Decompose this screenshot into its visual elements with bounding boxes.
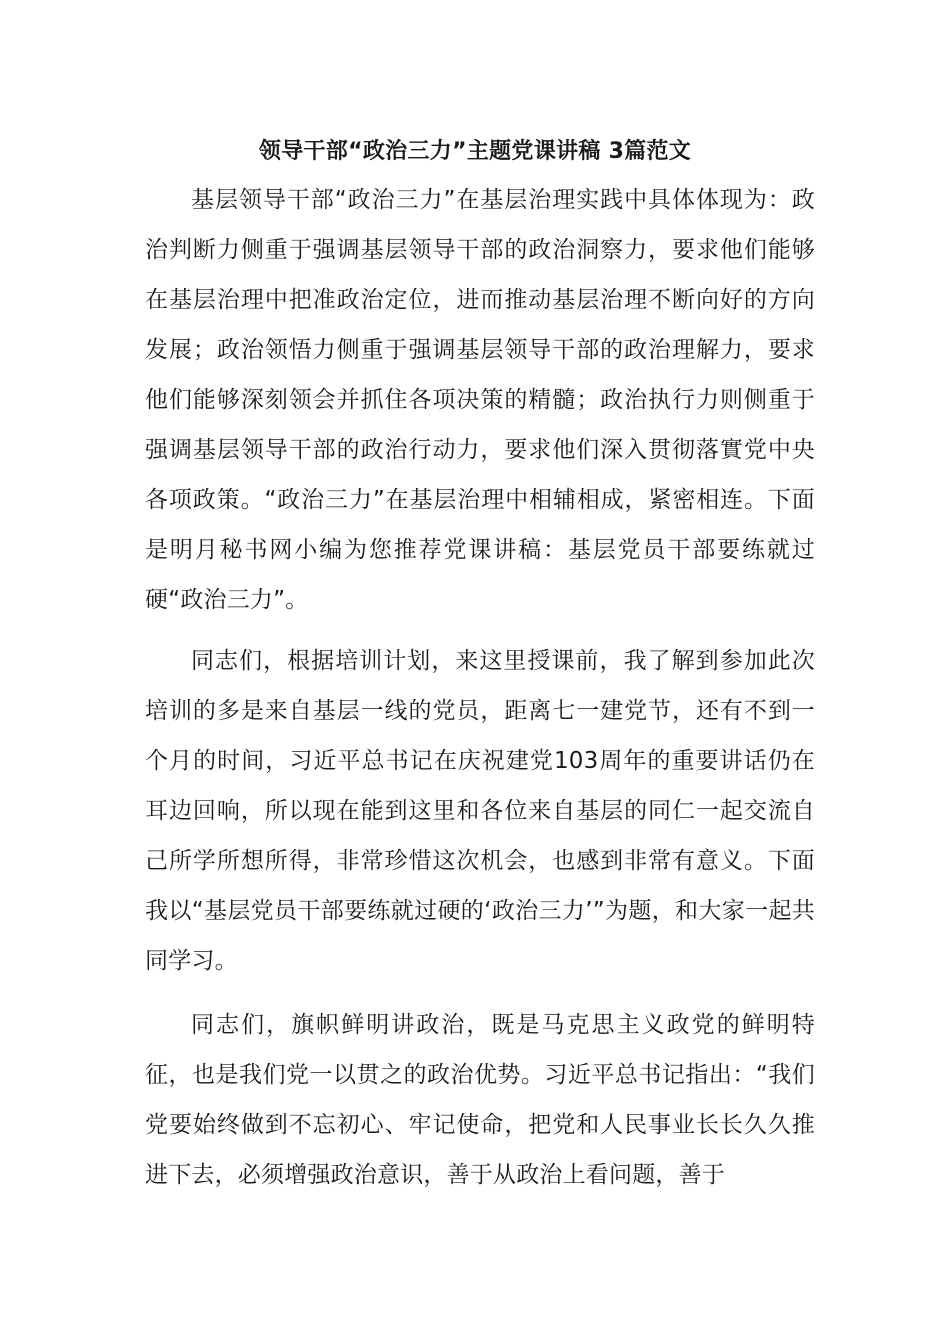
paragraph-intro: 基层领导干部“政治三力”在基层治理实践中具体体现为：政治判断力侧重于强调基层领导干部的政治洞察力，要求他们能够在基层治理中把准政治定位，进而推动基层治理不断向好的方向发展；政治领悟力侧重于强调基层领导干部的政治理解力，要求他们能够深刻领会并抓住各项决策的精髓；政治执行力则侧重于强调基层领导干部的政治行动力，要求他们深入贯彻落實党中央各项政策。“政治三力”在基层治理中相辅相成，紧密相连。下面是明月秘书网小编为您推荐党课讲稿：基层党员干部要练就过硬“政治三力”。 — [145, 187, 815, 613]
paragraph-opening: 同志们，根据培训计划，来这里授课前，我了解到参加此次培训的多是来自基层一线的党员，距离七一建党节，还有不到一个月的时间，习近平总书记在庆祝建党103周年的重要讲话仍在耳边回响，所以现在能到这里和各位来自基层的同仁一起交流自己所学所想所得，非常珍惜这次机会，也感到非常有意义。下面我以“基层党员干部要练就过硬的‘政治三力’”为题，和大家一起共同学习。 — [145, 648, 815, 974]
document-title: 领导干部“政治三力”主题党课讲稿 3篇范文 — [258, 139, 692, 164]
paragraph-body: 同志们，旗帜鲜明讲政治，既是马克思主义政党的鲜明特征，也是我们党一以贯之的政治优势。习近平总书记指出：“我们党要始终做到不忘初心、牢记使命，把党和人民事业长长久久推进下去，必须增强政治意识，善于从政治上看问题，善于 — [145, 1012, 815, 1188]
